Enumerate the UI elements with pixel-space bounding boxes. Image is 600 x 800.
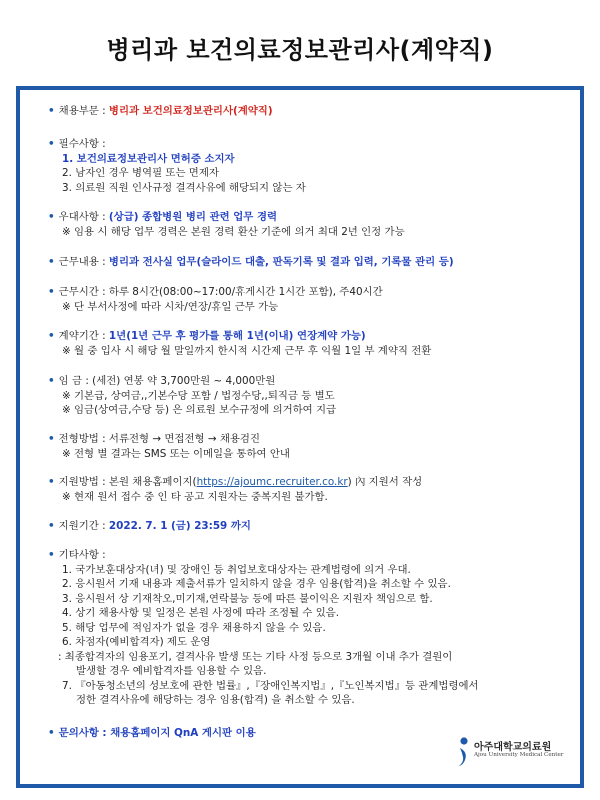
apply-note: ※ 현재 원서 접수 중 인 타 공고 지원자는 중복지원 불가함. [62, 490, 328, 503]
etc-item-1: 1. 국가보훈대상자(녀) 및 장애인 등 취업보호대상자는 관계법령에 의거 우대. [62, 563, 411, 576]
selection-note: ※ 전형 별 결과는 SMS 또는 이메일을 통하여 안내 [62, 447, 290, 460]
etc-item-7-line-1: 7. 『아동청소년의 성보호에 관한 법률』,『장애인복지법』,『노인복지법』등 관계법령에서 [62, 679, 479, 692]
etc-item-6: 6. 차점자(예비합격자) 제도 운영 [62, 636, 211, 648]
inquiry-label: 문의사항 : [58, 727, 111, 739]
bullet-icon: • [48, 727, 55, 739]
contract-note: ※ 월 중 입사 시 해당 월 말일까지 한시적 시간제 근무 후 익월 1일 부 계약직 전환 [62, 344, 432, 357]
section-contract [48, 329, 568, 358]
section-selection [48, 432, 568, 461]
bullet-icon: • [48, 476, 55, 488]
bullet-icon: • [48, 549, 55, 561]
section-period [48, 519, 568, 534]
logo-name-korean: 아주대학교의료원 [474, 742, 552, 753]
section-required [48, 137, 568, 195]
bullet-icon: • [48, 330, 55, 342]
section-etc [48, 548, 568, 708]
required-label: 필수사항 : [58, 138, 106, 150]
period-label: 지원기간 : [58, 520, 109, 532]
required-item-3: 3. 의료원 직원 인사규정 결격사유에 해당되지 않는 자 [62, 181, 306, 194]
etc-item-2: 2. 응시원서 기재 내용과 제출서류가 일치하지 않을 경우 임용(합격)을 취소할 수 있음. [62, 578, 451, 590]
wage-line: 임 금 : (세전) 연봉 약 3,700만원 ~ 4,000만원 [58, 375, 276, 387]
duty-label: 근무내용 : [58, 256, 109, 268]
logo-mark-icon [458, 736, 470, 768]
preferred-note: ※ 임용 시 해당 업무 경력은 본원 경력 환산 기준에 의거 최대 2년 인정 가능 [62, 225, 405, 238]
bullet-icon: • [48, 433, 55, 445]
etc-item-5: 5. 해당 업무에 적임자가 없을 경우 채용하지 않을 수 있음. [62, 621, 326, 634]
preferred-value: (상급) 종합병원 병리 관련 업무 경력 [108, 211, 278, 223]
required-item-2: 2. 남자인 경우 병역필 또는 면제자 [62, 167, 219, 179]
contract-value: 1년(1년 근무 후 평가를 통해 1년(이내) 연장계약 가능) [108, 330, 366, 342]
page-title: 병리과 보건의료정보관리사(계약직) [106, 36, 494, 64]
preferred-label: 우대사항 : [58, 211, 109, 223]
hours-line: 근무시간 : 하루 8시간(08:00~17:00/휴게시간 1시간 포함), 주40시간 [58, 286, 383, 298]
section-apply [48, 475, 568, 504]
etc-reserve-line-1: : 최종합격자의 임용포기, 결격사유 발생 또는 기타 사정 등으로 3개월 이내 추가 결원이 [58, 650, 453, 663]
bullet-icon: • [48, 211, 55, 223]
bullet-icon: • [48, 105, 55, 117]
etc-label: 기타사항 : [58, 549, 106, 561]
section-hours [48, 285, 568, 314]
etc-item-7-line-2: 정한 결격사유에 해당하는 경우 임용(합격) 을 취소할 수 있음. [76, 694, 355, 706]
recruit-label: 채용부문 : [58, 105, 109, 117]
apply-suffix: ) 內 지원서 작성 [347, 476, 423, 488]
contract-label: 계약기간 : [58, 330, 109, 342]
selection-line: 전형방법 : 서류전형 → 면접전형 → 채용검진 [58, 433, 260, 445]
bullet-icon: • [48, 520, 55, 532]
bullet-icon: • [48, 286, 55, 298]
etc-item-4: 4. 상기 채용사항 및 일정은 본원 사정에 따라 조정될 수 있음. [62, 607, 340, 619]
wage-note-1: ※ 기본급, 상여금,,기본수당 포함 / 법정수당,,퇴직금 등 별도 [62, 389, 335, 402]
section-recruit [48, 104, 568, 119]
apply-link[interactable]: https://ajoumc.recruiter.co.kr [196, 476, 348, 488]
required-item-1: 1. 보건의료정보관리사 면허증 소지자 [62, 152, 235, 165]
bullet-icon: • [48, 375, 55, 387]
ajou-medical-center-logo [458, 734, 578, 774]
hours-note: ※ 단 부서사정에 따라 시차/연장/휴일 근무 가능 [62, 300, 279, 313]
wage-note-2: ※ 임금(상여금,수당 등) 은 의료원 보수규정에 의거하여 지급 [62, 404, 337, 416]
section-wage [48, 374, 568, 418]
apply-label: 지원방법 : 본원 채용홈페이지( [58, 476, 197, 488]
etc-reserve-line-2: 발생할 경우 예비합격자를 임용할 수 있음. [76, 665, 267, 677]
bullet-icon: • [48, 138, 55, 150]
period-value: 2022. 7. 1 (금) 23:59 까지 [108, 520, 251, 532]
inquiry-value: 채용홈페이지 QnA 게시판 이용 [110, 727, 256, 739]
section-preferred [48, 210, 568, 239]
logo-name-english: Ajou University Medical Center [474, 752, 564, 758]
section-duty [48, 255, 568, 270]
duty-value: 병리과 전사실 업무(슬라이드 대출, 판독기록 및 결과 입력, 기록물 관리 등) [108, 256, 454, 268]
bullet-icon: • [48, 256, 55, 268]
recruit-value: 병리과 보건의료정보관리사(계약직) [108, 105, 273, 117]
etc-item-3: 3. 응시원서 상 기재착오,미기재,연락불능 등에 따른 불이익은 지원자 책임으로 함. [62, 592, 433, 605]
